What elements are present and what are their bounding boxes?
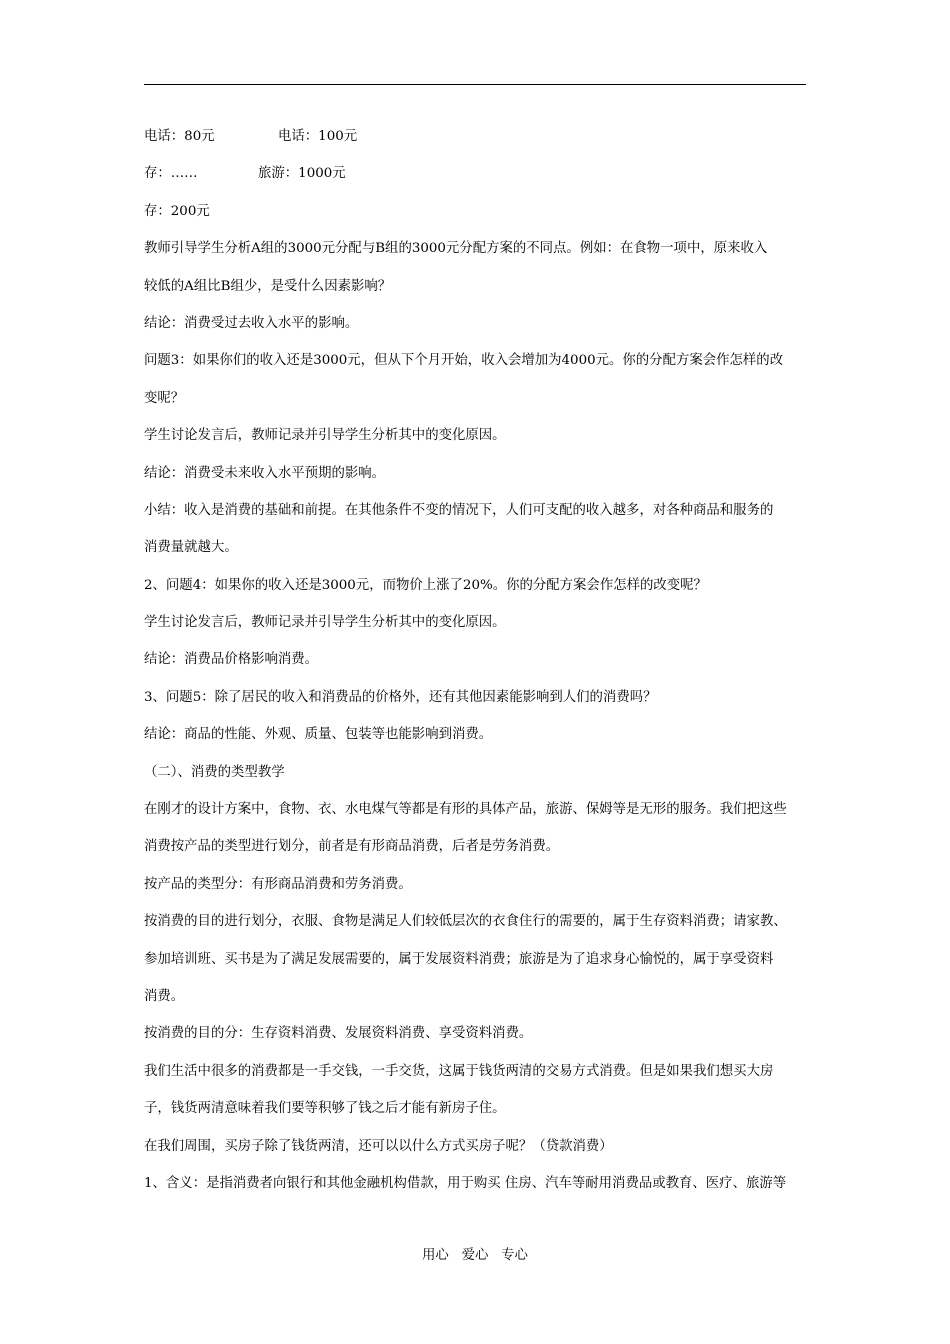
- text-line: 消费。: [144, 988, 185, 1004]
- text-line: 小结：收入是消费的基础和前提。在其他条件不变的情况下，人们可支配的收入越多，对各种商品和服务的: [144, 502, 774, 518]
- text-line: 参加培训班、买书是为了满足发展需要的，属于发展资料消费；旅游是为了追求身心愉悦的，属于享受资料: [144, 951, 774, 967]
- text-line: 消费按产品的类型进行划分，前者是有形商品消费，后者是劳务消费。: [144, 839, 560, 855]
- text-line: 存：200元: [144, 203, 210, 219]
- text-line: 学生讨论发言后，教师记录并引导学生分析其中的变化原因。: [144, 428, 506, 444]
- text-line: 结论：消费受过去收入水平的影响。: [144, 315, 359, 331]
- text-line-2: [144, 159, 808, 196]
- text-line: 在刚才的设计方案中，食物、衣、水电煤气等都是有形的具体产品，旅游、保姆等是无形的服务。我们把这些: [144, 802, 787, 818]
- text-line: 1、含义：是指消费者向银行和其他金融机构借款，用于购买 住房、汽车等耐用消费品或教育、医疗、旅游等: [144, 1175, 787, 1191]
- text-line: 教师引导学生分析A组的3000元分配与B组的3000元分配方案的不同点。例如：在食物一项中，原来收入: [144, 241, 768, 257]
- text-line: 按产品的类型分：有形商品消费和劳务消费。: [144, 876, 412, 892]
- text-line: 学生讨论发言后，教师记录并引导学生分析其中的变化原因。: [144, 615, 506, 631]
- text-line: 较低的A组比B组少，是受什么因素影响？: [144, 278, 392, 294]
- text-line: 结论：消费受未来收入水平预期的影响。: [144, 465, 386, 481]
- text-line: 3、问题5：除了居民的收入和消费品的价格外，还有其他因素能影响到人们的消费吗？: [144, 689, 657, 705]
- text-line: 在我们周围，买房子除了钱货两清，还可以以什么方式买房子呢？（贷款消费）: [144, 1138, 613, 1154]
- text-line: 消费量就越大。: [144, 540, 238, 556]
- col-left: 电话：80元: [144, 129, 215, 144]
- text-line: 子，钱货两清意味着我们要等积够了钱之后才能有新房子住。: [144, 1101, 506, 1117]
- text-line: 按消费的目的进行划分，衣服、食物是满足人们较低层次的衣食住行的需要的，属于生存资料消费；请家教、: [144, 914, 787, 930]
- document-body: [144, 122, 808, 1206]
- text-line: 我们生活中很多的消费都是一手交钱，一手交货，这属于钱货两清的交易方式消费。但是如果我们想买大房: [144, 1063, 774, 1079]
- header-rule: [144, 84, 806, 85]
- text-line-1: [144, 122, 808, 159]
- text-line: 结论：消费品价格影响消费。: [144, 652, 319, 668]
- col-right: 旅游：1000元: [258, 166, 346, 182]
- page-footer: 用心 爱心 专心: [422, 1248, 528, 1263]
- text-line: 2、问题4：如果你的收入还是3000元，而物价上涨了20%。你的分配方案会作怎样的改变呢？: [144, 577, 707, 593]
- text-line: 变呢？: [144, 390, 185, 406]
- section-heading: （二）、消费的类型教学: [144, 764, 285, 780]
- text-line: 结论：商品的性能、外观、质量、包装等也能影响到消费。: [144, 727, 493, 743]
- text-line: 按消费的目的分：生存资料消费、发展资料消费、享受资料消费。: [144, 1026, 533, 1042]
- col-left: 存：……: [144, 166, 198, 182]
- text-line: 问题3：如果你们的收入还是3000元，但从下个月开始，收入会增加为4000元。你的分配方案会作怎样的改: [144, 353, 784, 369]
- col-right: 电话：100元: [278, 129, 358, 144]
